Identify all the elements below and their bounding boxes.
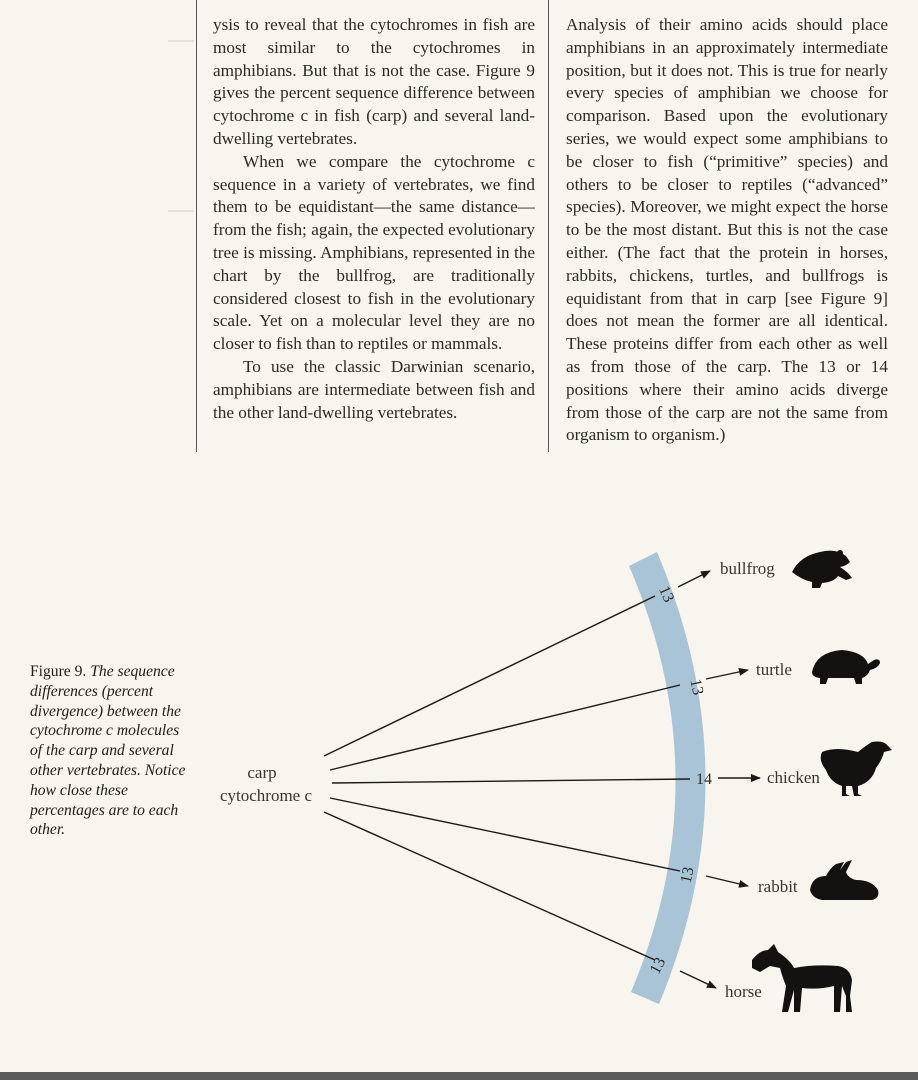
page-bottom-edge: [0, 1072, 918, 1080]
paragraph: To use the classic Darwinian scenario, amphibians are intermediate between fish and the other land-dwelling vertebrates.: [213, 356, 535, 422]
arc-band: [629, 552, 706, 1004]
value-horse: 13: [646, 954, 670, 977]
caption-lead: Figure 9.: [30, 663, 87, 680]
animal-label-horse: horse: [725, 982, 762, 1001]
value-bullfrog: 13: [655, 583, 678, 605]
source-label-cytochrome: cytochrome c: [219, 786, 313, 805]
arrow-to-rabbit: [706, 876, 748, 886]
horse-silhouette-icon: [752, 944, 852, 1012]
line-to-rabbit: [330, 798, 680, 871]
animal-label-bullfrog: bullfrog: [720, 559, 775, 578]
line-to-chicken: [332, 779, 690, 783]
value-turtle: 13: [686, 677, 707, 697]
animal-label-turtle: turtle: [756, 660, 792, 679]
line-to-horse: [324, 812, 655, 960]
value-rabbit: 13: [677, 865, 698, 885]
paragraph: ysis to reveal that the cytochromes in fish are most similar to the cytochromes in amphibians. But that is not the case. Figure 9 gives the percent sequence difference between cytochrome c in fish (carp) and several land-dwelling vertebrates.: [213, 15, 535, 148]
arrow-to-horse: [680, 971, 716, 988]
arrow-to-turtle: [706, 670, 748, 679]
frog-silhouette-icon: [792, 550, 852, 588]
chicken-silhouette-icon: [821, 742, 892, 797]
turtle-silhouette-icon: [812, 650, 880, 684]
paragraph: When we compare the cytochrome c sequence in a variety of vertebrates, we find them to be equidistant—the same distance—from the fish; again, the expected evolutionary tree is missing. Amphibians, represented in the chart by the bullfrog, are traditionally considered closest to fish in the evolutionary scale. Yet on a molecular level they are no closer to fish than to reptiles or mammals.: [213, 151, 535, 354]
caption-text: The sequence differences (percent divergence) between the cytochrome c molecules of the carp and several other vertebrates. Notice how close these percentages are to each other.: [30, 663, 186, 839]
value-chicken: 14: [696, 771, 712, 788]
arrow-to-bullfrog: [678, 571, 710, 587]
source-label-carp: carp: [247, 763, 277, 782]
animal-label-rabbit: rabbit: [758, 877, 798, 896]
rabbit-silhouette-icon: [810, 860, 878, 900]
paragraph: Analysis of their amino acids should place amphibians in an approximately intermediate position, but it does not. This is true for nearly every species of amphibian we choose for comparison. Based upon the evolutionary series, we would expect some amphibians to be closer to fish (“primitive” species) and others to be closer to reptiles (“advanced” species). Moreover, we might expect the horse to be the most distant. But this is not the case either. (The fact that the protein in horses, rabbits, chickens, turtles, and bullfrogs is equidistant from that in carp [see Figure 9] does not mean the former are all identical. These proteins differ from each other as well as from those of the carp. The 13 or 14 positions where their amino acids diverge from those of the carp are not the same from organism to organism.): [566, 15, 888, 445]
line-to-bullfrog: [324, 596, 655, 756]
animal-label-chicken: chicken: [767, 768, 820, 787]
